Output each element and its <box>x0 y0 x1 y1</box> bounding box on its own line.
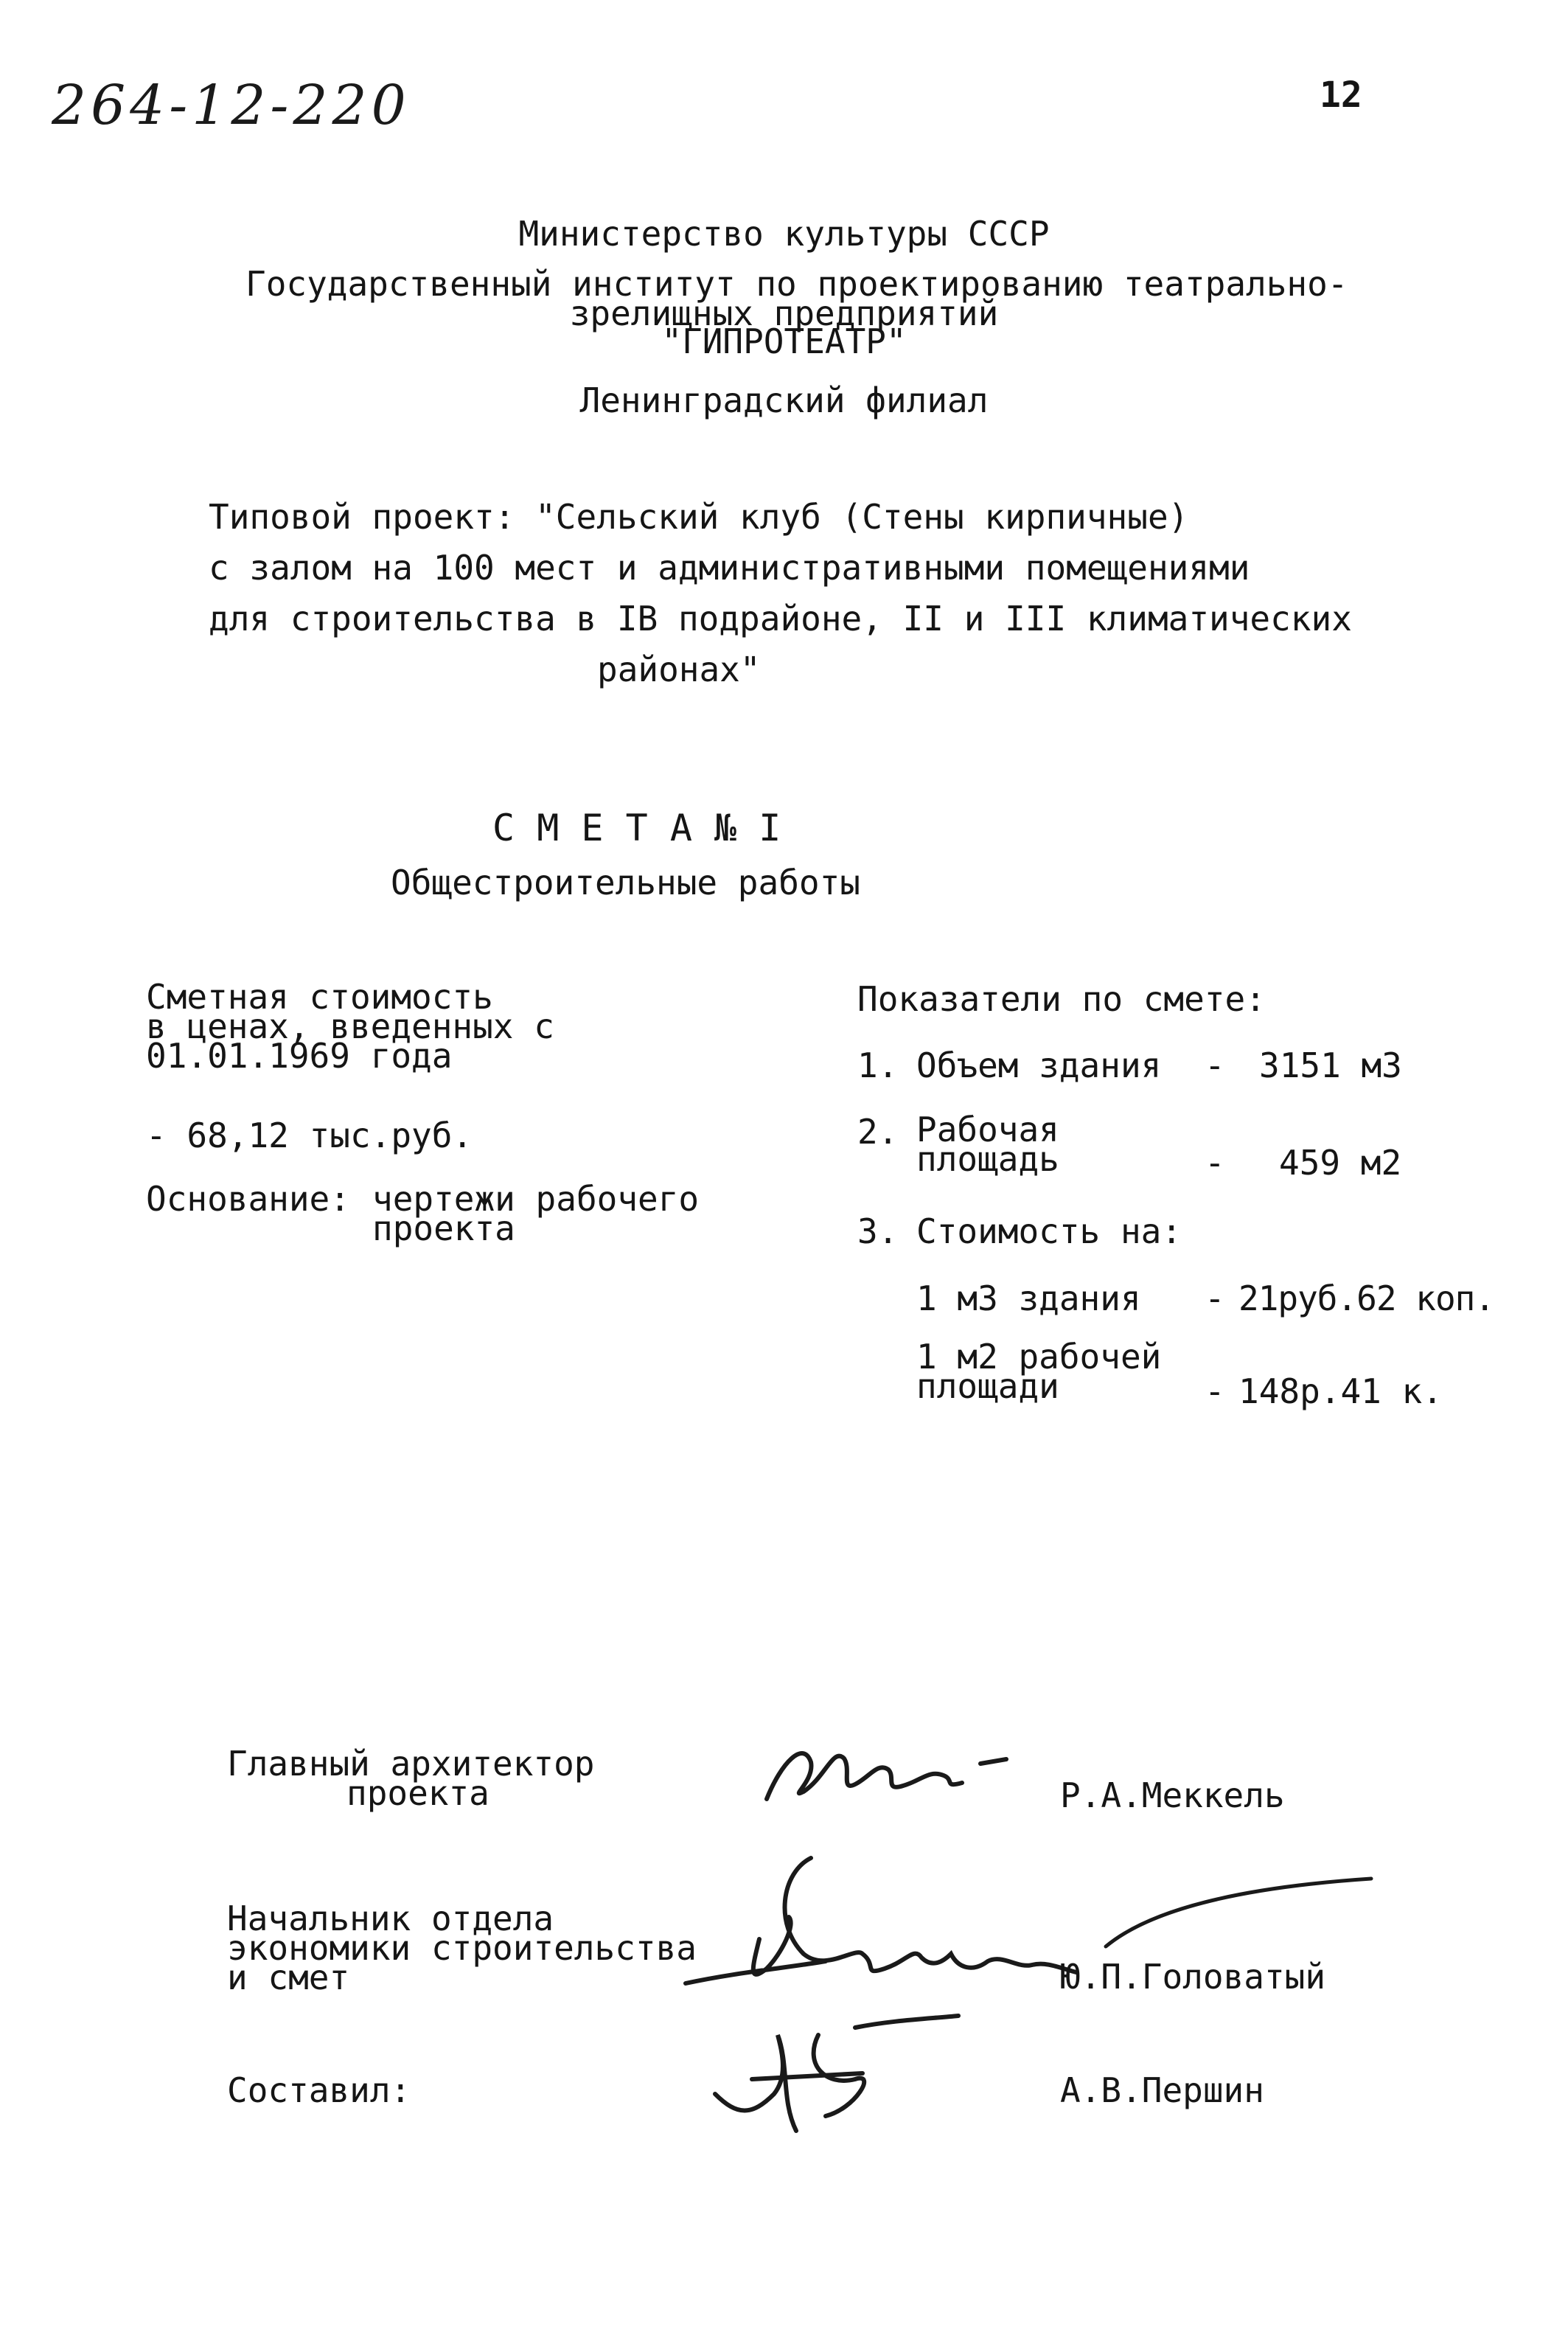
estimate-subtitle: Общестроительные работы <box>391 863 860 902</box>
indicator-1-value: 3151 м3 <box>1259 1045 1402 1085</box>
signature-3-mark <box>708 2005 973 2146</box>
sig-3-name: А.В.Першин <box>1060 2070 1264 2110</box>
indicator-3-label: Стоимость на: <box>916 1211 1182 1251</box>
cost-label-1: Сметная стоимость <box>146 977 493 1017</box>
cost-per-m2-label-2: площади <box>916 1366 1059 1406</box>
cost-per-m2-label-1: 1 м2 рабочей <box>916 1337 1162 1377</box>
sig-2-role-3: и смет <box>227 1958 350 1997</box>
project-line-2: с залом на 100 мест и административными помещениями <box>209 548 1250 588</box>
project-line-3: для строительства в IВ подрайоне, II и III климатических <box>209 599 1352 639</box>
institute-line-1: Государственный институт по проектированию театрально- <box>245 264 1348 304</box>
indicator-3-num: 3. <box>857 1211 899 1251</box>
project-line-1: Типовой проект: "Сельский клуб (Стены кирпичные) <box>209 497 1189 537</box>
cost-label-3: 01.01.1969 года <box>146 1036 453 1076</box>
doc-code: 264-12-220 <box>52 74 411 137</box>
sig-2-name: Ю.П.Головатый <box>1060 1957 1326 1997</box>
cost-per-m3-label: 1 м3 здания <box>916 1278 1141 1318</box>
basis-line-1: чертежи рабочего <box>372 1179 700 1219</box>
indicator-2-num: 2. <box>857 1112 899 1152</box>
indicators-title: Показатели по смете: <box>857 979 1266 1019</box>
sig-2-role-2: экономики строительства <box>227 1928 697 1968</box>
indicator-1-dash: - <box>1205 1045 1225 1085</box>
institute-line-2: зрелищных предприятий <box>569 293 999 333</box>
cost-per-m3-value: 21руб.62 коп. <box>1238 1278 1495 1318</box>
indicator-2-label-2: площадь <box>916 1139 1059 1179</box>
cost-amount: - 68,12 тыс.руб. <box>146 1116 473 1155</box>
sig-2-role-1: Начальник отдела <box>227 1899 554 1938</box>
sig-1-role-1: Главный архитектор <box>227 1744 595 1784</box>
indicator-2-label-1: Рабочая <box>916 1110 1059 1149</box>
cost-per-m2-dash: - <box>1205 1371 1225 1411</box>
estimate-title: С М Е Т А № I <box>492 807 781 849</box>
sig-1-role-2: проекта <box>346 1773 489 1813</box>
cost-label-2: в ценах, введенных с <box>146 1006 554 1046</box>
signature-1-mark <box>759 1718 1039 1814</box>
page-number: 12 <box>1320 74 1362 116</box>
cost-per-m3-dash: - <box>1205 1278 1225 1318</box>
sig-3-role-1: Составил: <box>227 2070 411 2110</box>
basis-label: Основание: <box>146 1179 350 1219</box>
basis-line-2: проекта <box>372 1208 515 1248</box>
project-line-4: районах" <box>597 650 761 689</box>
indicator-1-label: Объем здания <box>916 1045 1162 1085</box>
cost-per-m2-value: 148р.41 к. <box>1238 1371 1443 1411</box>
indicator-2-value: 459 м2 <box>1279 1143 1402 1183</box>
branch-line: Ленинградский филиал <box>579 380 989 420</box>
institute-line-3: "ГИПРОТЕАТР" <box>661 321 907 361</box>
indicator-1-num: 1. <box>857 1045 899 1085</box>
ministry-line: Министерство культуры СССР <box>518 214 1050 254</box>
indicator-2-dash: - <box>1205 1143 1225 1183</box>
sig-1-name: Р.А.Меккель <box>1060 1775 1285 1815</box>
